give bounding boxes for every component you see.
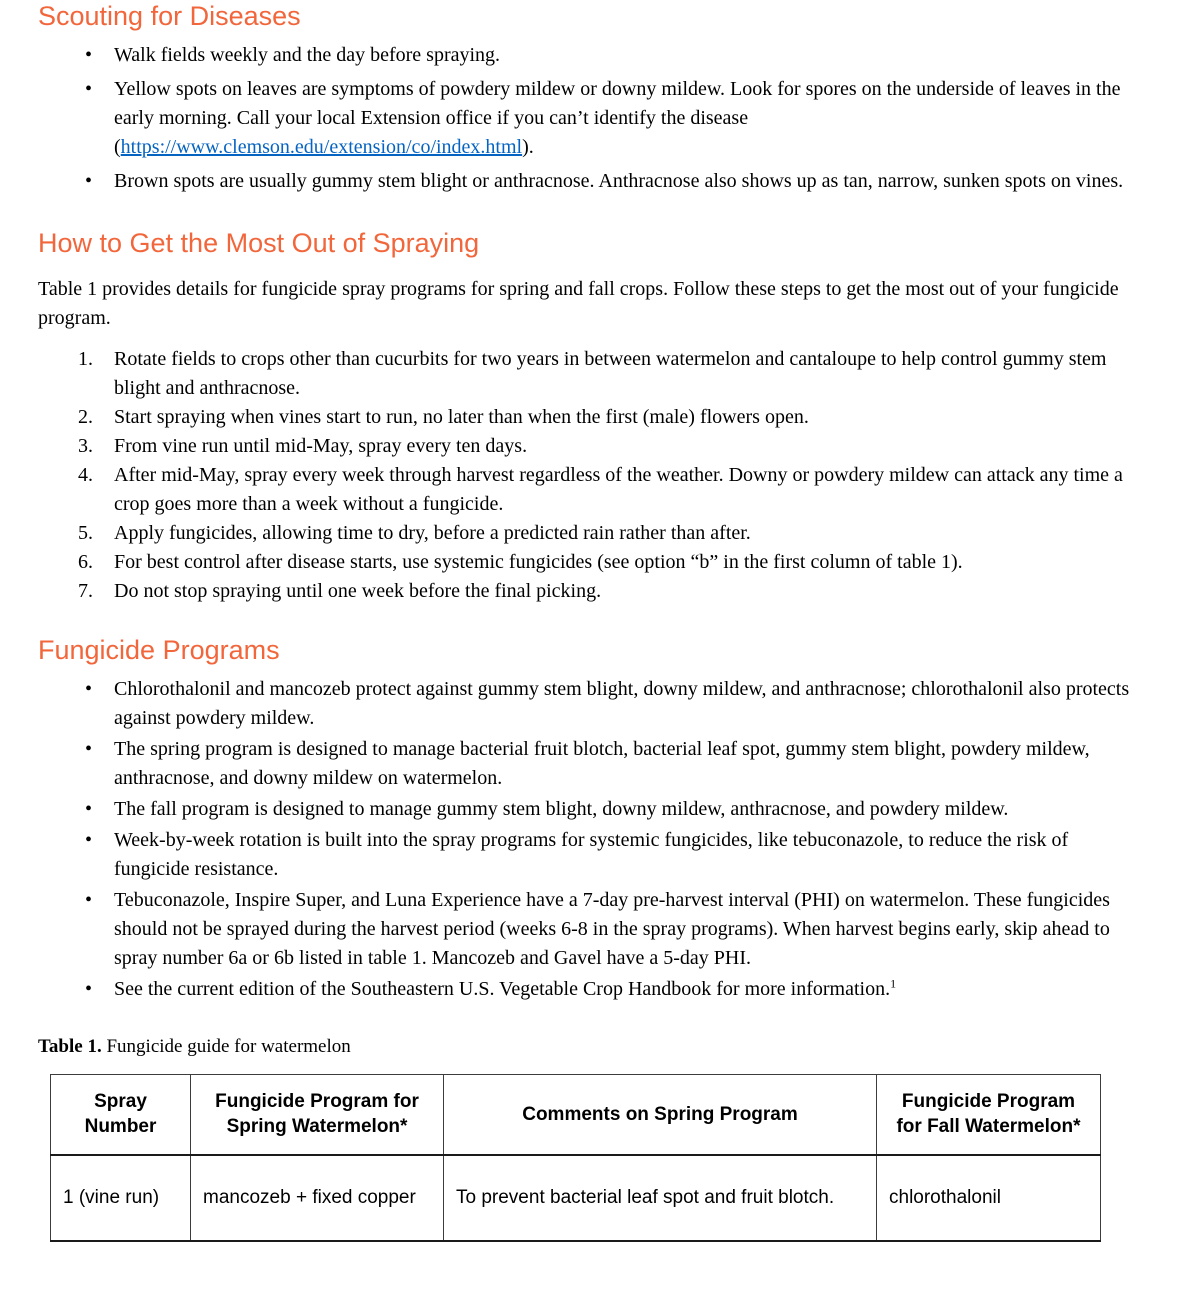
bullet-item [38, 675, 1148, 733]
step-item [38, 403, 1148, 432]
table-caption [38, 1036, 1148, 1058]
bullet-text: ). [522, 135, 534, 158]
bullet-text: Chlorothalonil and mancozeb protect against gummy stem blight, downy mildew, and anthracnose; chlorothalonil also protects against powdery mildew. [114, 678, 1130, 730]
cell-spray-number: 1 (vine run) [51, 1155, 191, 1241]
spraying-intro-paragraph: Table 1 provides details for fungicide spray programs for spring and fall crops. Follow these steps to get the most out of your fungicide program. [38, 278, 1119, 330]
bullet-item [38, 167, 1148, 196]
section-heading-scouting-for-diseases: Scouting for Diseases [38, 1, 301, 31]
column-header-spring-program: Fungicide Program for Spring Watermelon* [191, 1075, 444, 1155]
bullet-text: Yellow spots on leaves are symptoms of powdery mildew or downy mildew. Look for spores on the underside of leaves in the early morning. Call your local Extension office if you can’t identify the disease ( [114, 77, 1121, 158]
column-header-comments: Comments on Spring Program [444, 1075, 877, 1155]
spraying-steps-list [38, 345, 1148, 606]
bullet-item [38, 886, 1148, 973]
cell-comments: To prevent bacterial leaf spot and fruit blotch. [444, 1155, 877, 1241]
step-text: Apply fungicides, allowing time to dry, before a predicted rain rather than after. [114, 522, 751, 545]
section-heading-fungicide-programs: Fungicide Programs [38, 635, 280, 666]
step-text: From vine run until mid-May, spray every ten days. [114, 435, 528, 458]
fungicide-guide-table [50, 1074, 1101, 1242]
step-item [38, 345, 1148, 403]
bullet-text: The fall program is designed to manage gummy stem blight, downy mildew, anthracnose, and powdery mildew. [114, 798, 1009, 821]
table-header-row [51, 1075, 1101, 1155]
bullet-text: The spring program is designed to manage bacterial fruit blotch, bacterial leaf spot, gummy stem blight, powdery mildew, anthracnose, and downy mildew on watermelon. [114, 738, 1090, 790]
table-row [51, 1155, 1101, 1241]
bullet-item [38, 795, 1148, 824]
bullet-item [38, 75, 1148, 162]
column-header-spray-number: Spray Number [51, 1075, 191, 1155]
step-number: 5. [78, 522, 93, 545]
step-number: 3. [78, 435, 93, 458]
scouting-bullet-list [38, 41, 1148, 196]
bullet-text: Walk fields weekly and the day before spraying. [114, 43, 501, 66]
bullet-item [38, 826, 1148, 884]
step-text: Rotate fields to crops other than cucurbits for two years in between watermelon and cantaloupe to help control gummy stem blight and anthracnose. [114, 348, 1107, 400]
section-heading-most-out-of-spraying: How to Get the Most Out of Spraying [38, 227, 480, 258]
programs-bullet-list [38, 675, 1148, 1004]
table-caption-text: Fungicide guide for watermelon [101, 1036, 351, 1058]
footnote-reference: 1 [890, 976, 897, 991]
table-caption-label: Table 1. [38, 1036, 102, 1058]
step-number: 6. [78, 551, 93, 574]
column-header-fall-program: Fungicide Program for Fall Watermelon* [877, 1075, 1101, 1155]
step-item [38, 519, 1148, 548]
step-text: For best control after disease starts, use systemic fungicides (see option “b” in the first column of table 1). [114, 551, 963, 574]
bullet-text: Week-by-week rotation is built into the spray programs for systemic fungicides, like tebuconazole, to reduce the risk of fungicide resistance. [114, 829, 1069, 881]
bullet-item [38, 41, 1148, 70]
step-text: Start spraying when vines start to run, no later than when the first (male) flowers open. [114, 406, 809, 429]
bullet-text: Tebuconazole, Inspire Super, and Luna Experience have a 7-day pre-harvest interval (PHI) on watermelon. These fungicides should not be sprayed during the harvest period (weeks 6-8 in the spray programs). When harvest begins early, skip ahead to spray number 6a or 6b listed in table 1. Mancozeb and Gavel have a 5-day PHI. [114, 889, 1110, 970]
bullet-text: Brown spots are usually gummy stem blight or anthracnose. Anthracnose also shows up as tan, narrow, sunken spots on vines. [114, 169, 1124, 192]
step-number: 4. [78, 464, 93, 487]
step-item [38, 461, 1148, 519]
step-item [38, 548, 1148, 577]
cell-spring-program: mancozeb + fixed copper [191, 1155, 444, 1241]
step-item [38, 577, 1148, 606]
step-item [38, 432, 1148, 461]
step-number: 7. [78, 580, 93, 603]
cell-fall-program: chlorothalonil [877, 1155, 1101, 1241]
step-number: 2. [78, 406, 93, 429]
bullet-item [38, 975, 1148, 1004]
step-number: 1. [78, 348, 93, 371]
step-text: Do not stop spraying until one week before the final picking. [114, 580, 602, 603]
bullet-item [38, 735, 1148, 793]
step-text: After mid-May, spray every week through harvest regardless of the weather. Downy or powdery mildew can attack any time a crop goes more than a week without a fungicide. [114, 464, 1123, 516]
bullet-text: See the current edition of the Southeastern U.S. Vegetable Crop Handbook for more information. [114, 978, 891, 1001]
clemson-extension-link[interactable]: https://www.clemson.edu/extension/co/index.html [120, 135, 523, 158]
